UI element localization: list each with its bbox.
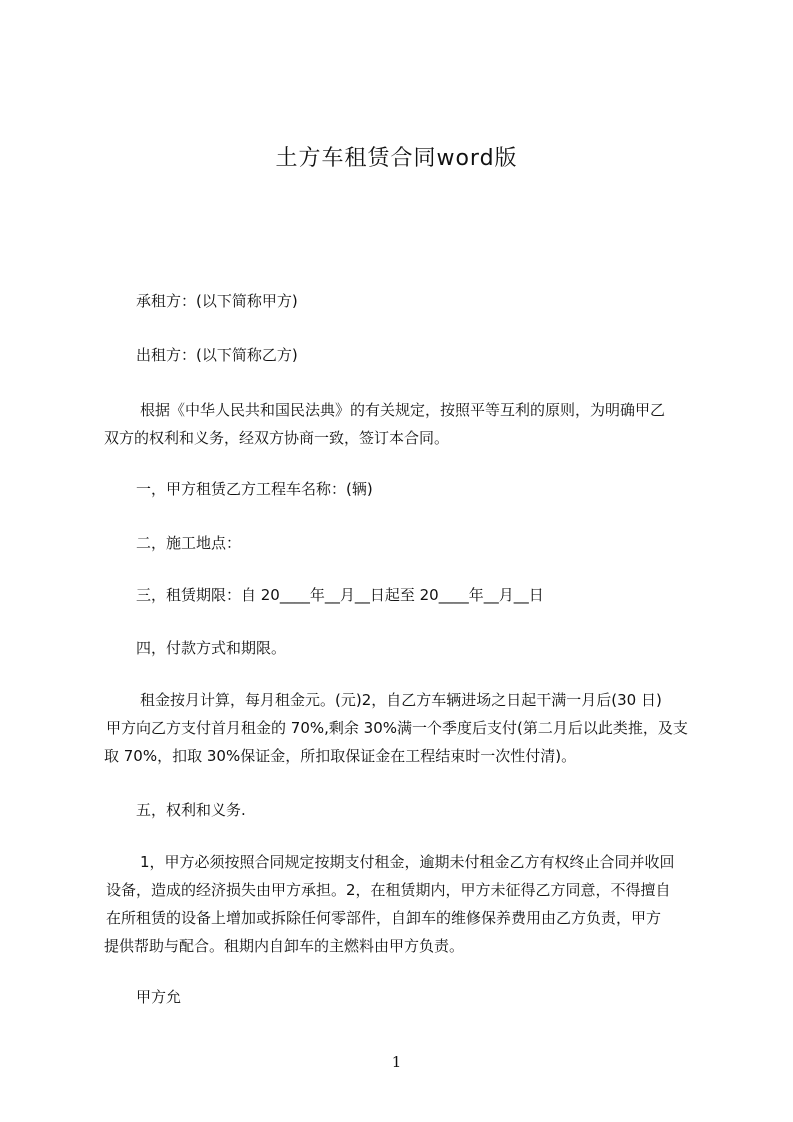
rights-line: 在所租赁的设备上增加或拆除任何零部件，自卸车的维修保养费用由乙方负责，甲方 [106,909,662,927]
intro-line: 双方的权利和义务，经双方协商一致，签订本合同。 [104,429,450,447]
rights-line: 1，甲方必须按照合同规定按期支付租金，逾期未付租金乙方有权终止合同并收回 [140,853,675,871]
intro-paragraph [104,396,698,452]
payment-line: 取 70%，扣取 30%保证金，所扣取保证金在工程结束时一次性付清)。 [104,747,577,765]
page-number: 1 [391,1053,402,1071]
lessee-line: 承租方：(以下简称甲方) [136,292,298,310]
intro-line: 根据《中华人民共和国民法典》的有关规定，按照平等互利的原则，为明确甲乙 [140,401,666,419]
clause-4: 四，付款方式和期限。 [136,639,287,657]
clause-5: 五，权利和义务. [136,801,246,819]
clause-2: 二，施工地点： [136,534,242,552]
rights-paragraph [104,848,698,960]
lessor-line: 出租方：(以下简称乙方) [136,346,298,364]
payment-paragraph [104,686,698,770]
document-title: 土方车租赁合同word版 [275,146,518,171]
rights-line: 设备，造成的经济损失由甲方承担。2，在租赁期内，甲方未征得乙方同意，不得擅自 [106,881,671,899]
payment-line: 租金按月计算，每月租金元。(元)2，自乙方车辆进场之日起干满一月后(30 日) [140,691,662,709]
trailing-text: 甲方允 [136,988,182,1006]
rights-line: 提供帮助与配合。租期内自卸车的主燃料由甲方负责。 [104,937,465,955]
payment-line: 甲方向乙方支付首月租金的 70%,剩余 30%满一个季度后支付(第二月后以此类推，及支 [106,719,688,737]
clause-1: 一，甲方租赁乙方工程车名称：(辆) [136,480,373,498]
clause-3: 三，租赁期限：自 20____年__月__日起至 20____年__月__日 [136,586,544,604]
